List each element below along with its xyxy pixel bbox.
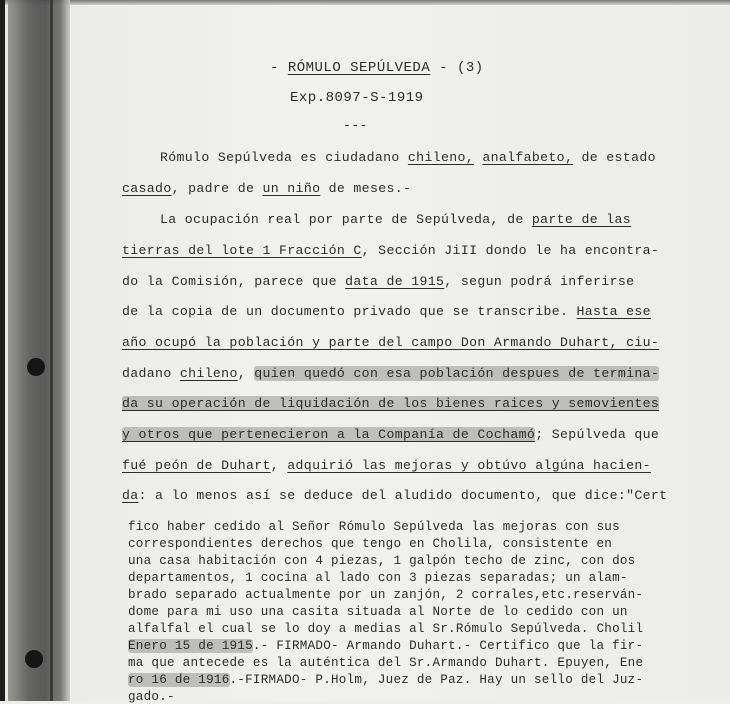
page-top-edge: [0, 0, 730, 5]
underlined-text: chileno: [179, 366, 238, 381]
title-name: RÓMULO SEPÚLVEDA: [287, 60, 431, 76]
highlighted-text: quien quedó con esa población despues de termina-: [254, 366, 660, 381]
p1-line-1: [160, 150, 656, 165]
underlined-text: adquirió las mejoras y obtúvo algúna hacien-: [287, 458, 651, 473]
underlined-text: chileno,: [407, 150, 475, 165]
highlighted-text: y otros que pertenecieron a la Companía de Cochamó: [122, 427, 536, 442]
underlined-text: Hasta ese: [576, 304, 651, 319]
text: de meses.-: [320, 181, 412, 196]
highlighted-date: Enero 15 de 1915: [128, 639, 253, 653]
p2-line-4: [122, 304, 651, 319]
title-dash: -: [270, 60, 288, 76]
quote-line-5: brado separado actualmente por un zanjón, 2 corrales,etc.reserván-: [128, 588, 644, 602]
quote-line-9: ma que antecede es la auténtica del Sr.Armando Duhart. Epuyen, Ene: [128, 656, 644, 670]
quote-line-6: dome para mi uso una casita situada al Norte de lo cedido con un: [128, 605, 628, 619]
p2-line-2: [122, 243, 659, 258]
p2-line-1: [160, 212, 631, 227]
text: .- FIRMADO- Armando Duhart.- Certifico que la fir-: [252, 639, 644, 653]
p2-line-6: [122, 366, 659, 381]
quote-line-11: gado.-: [128, 690, 175, 704]
p2-line-5: [122, 335, 659, 350]
text: ; Sepúlveda que: [535, 427, 660, 442]
quote-line-1: fico haber cedido al Señor Rómulo Sepúlveda las mejoras con sus: [128, 520, 620, 534]
quote-line-3: una casa habitación con 4 piezas, 1 galpón techo de zinc, con dos: [128, 554, 636, 568]
underlined-text: parte de las: [531, 212, 632, 227]
underlined-text: fué peón de Duhart: [122, 458, 271, 473]
text: de la copia de un documento privado que se transcribe.: [122, 304, 577, 319]
file-reference: Exp.8097-S-1919: [290, 90, 424, 106]
header-separator: ---: [343, 118, 368, 133]
text: ,: [270, 458, 288, 473]
p2-line-10: [122, 488, 667, 503]
p2-line-8: [122, 427, 659, 442]
underlined-text: un niño: [262, 181, 321, 196]
text: , Sección JiII dondo le ha encontra-: [361, 243, 660, 258]
p2-line-9: [122, 458, 651, 473]
punch-hole-upper: [27, 358, 45, 376]
quote-line-8: [128, 639, 643, 653]
underlined-text: da: [122, 488, 139, 503]
title-number: - (3): [430, 60, 484, 76]
p2-line-7: [122, 396, 659, 411]
underlined-text: casado: [122, 181, 172, 196]
p2-line-3: [122, 274, 634, 289]
text: La ocupación real por parte de Sepúlveda, de: [160, 212, 532, 227]
quote-line-4: departamentos, 1 cocina al lado con 3 piezas separadas; un alam-: [128, 571, 628, 585]
underlined-text: analfabeto,: [482, 150, 574, 165]
quote-line-7: alfalfal el cual se lo doy a medias al Sr.Rómulo Sepúlveda. Cholil: [128, 622, 644, 636]
text: de estado: [573, 150, 656, 165]
p1-line-2: [122, 181, 411, 196]
text: do la Comisión, parece que: [122, 274, 346, 289]
underlined-text: data de 1915: [345, 274, 445, 289]
quote-line-10: [128, 673, 643, 687]
text: , segun podrá inferirse: [444, 274, 635, 289]
text: , padre de: [171, 181, 263, 196]
binding-line: [50, 0, 53, 701]
scan-left-border: [0, 0, 5, 701]
underlined-text: tierras del lote 1 Fracción C: [122, 243, 362, 258]
binding-shadow: [8, 0, 70, 701]
highlighted-text: da su operación de liquidación de los bienes raices y semovientes: [122, 396, 660, 411]
quote-line-2: correspondientes derechos que tengo en Cholila, consistente en: [128, 537, 613, 551]
highlighted-date: ro 16 de 1916: [128, 673, 230, 687]
text: : a lo menos así se deduce del aludido documento, que dice:"Cert: [138, 488, 668, 503]
underlined-text: año ocupó la población y parte del campo Don Armando Duhart, ciu-: [122, 335, 660, 350]
text: Rómulo Sepúlveda es ciudadano: [160, 150, 408, 165]
punch-hole-lower: [25, 650, 43, 668]
text: ,: [237, 366, 255, 381]
text: .-FIRMADO- P.Holm, Juez de Paz. Hay un sello del Juz-: [229, 673, 644, 687]
text: dadano: [122, 366, 180, 381]
document-title: [270, 60, 484, 76]
